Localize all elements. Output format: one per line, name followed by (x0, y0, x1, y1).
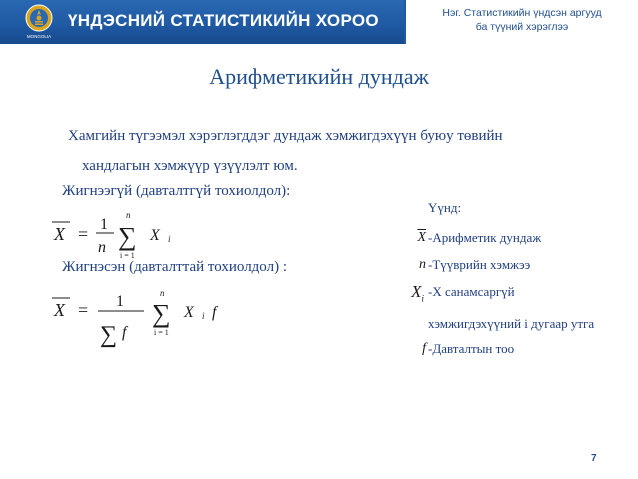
subtitle-line-2: ба түүний хэрэглээ (475, 21, 569, 33)
definition-text (68, 121, 608, 181)
weighted-mean-formula (46, 280, 236, 355)
legend-item-frequency (400, 340, 638, 364)
legend-symbol-sample-size: n (419, 257, 426, 272)
formula1-lhs: X (54, 224, 65, 244)
formula1-term: X (150, 227, 160, 244)
formula2-denominator-sigma: ∑ (100, 322, 118, 348)
legend-symbol-random-variable: $X_i$ (411, 282, 424, 304)
formula2-numerator: 1 (116, 293, 124, 310)
formula1-numerator: 1 (100, 216, 108, 233)
unweighted-label: Жигнээгүй (давталтгүй тохиолдол): (62, 183, 291, 199)
formula2-denominator: f (122, 324, 127, 341)
definition-line-2: хандлагын хэмжүүр үзүүлэлт юм. (82, 158, 298, 174)
formula2-subscript: i (202, 311, 205, 321)
formula1-equals: = (78, 224, 89, 244)
weighted-label: Жигнэсэн (давталттай тохиолдол) : (62, 259, 288, 275)
formula2-lower-limit: i = 1 (154, 328, 169, 337)
page-number: 7 (591, 453, 597, 464)
legend-item-random-variable (400, 282, 638, 306)
formula1-denominator: n (98, 239, 106, 256)
formula1-lower-limit: i = 1 (120, 251, 135, 260)
formula1-upper-limit: n (126, 210, 131, 220)
formula2-lhs: X (54, 300, 65, 320)
unweighted-mean-formula (46, 200, 206, 267)
slide-title: Арифметикийн дундаж (209, 64, 429, 89)
legend-symbol-frequency: f (422, 341, 426, 356)
logo-small-text: MONGOLIA (26, 34, 52, 39)
organization-name: ҮНДЭСНИЙ СТАТИСТИКИЙН ХОРОО (68, 11, 379, 30)
legend-item-mean (400, 228, 638, 252)
legend-symbol-mean: $\overline{X}$ (417, 230, 426, 245)
definition-line-1: Хамгийн түгээмэл хэрэглэгддэг дундаж хэмжигдэхүүн буюу төвийн (68, 128, 503, 144)
legend-item-sample-size (400, 256, 638, 280)
formula2-upper-limit: n (160, 288, 165, 298)
legend-text-mean: -Арифметик дундаж (428, 230, 542, 245)
legend-heading: Үүнд: (428, 200, 462, 215)
section-subtitle (404, 0, 638, 44)
formula1-sigma: ∑ (118, 222, 137, 251)
legend-text-random-variable-cont: хэмжигдэхүүний i дугаар утга (428, 316, 595, 331)
header-bar (0, 0, 638, 44)
soyombo-emblem-icon (22, 3, 56, 41)
subtitle-line-1: Нэг. Статистикийн үндсэн аргууд (442, 7, 602, 19)
formula2-equals: = (78, 300, 89, 320)
legend-symbol-subscript: i (421, 293, 424, 304)
formula1-subscript: i (168, 234, 171, 244)
formula2-term: X (184, 304, 194, 321)
legend-text-random-variable: -X санамсаргүй (428, 284, 515, 299)
legend-item-random-variable-cont (400, 314, 638, 338)
formula2-weight: f (212, 304, 217, 321)
legend-text-frequency: -Давталтын тоо (428, 341, 515, 356)
legend-text-sample-size: -Түүврийн хэмжээ (428, 257, 531, 272)
formula2-sigma: ∑ (152, 299, 171, 328)
